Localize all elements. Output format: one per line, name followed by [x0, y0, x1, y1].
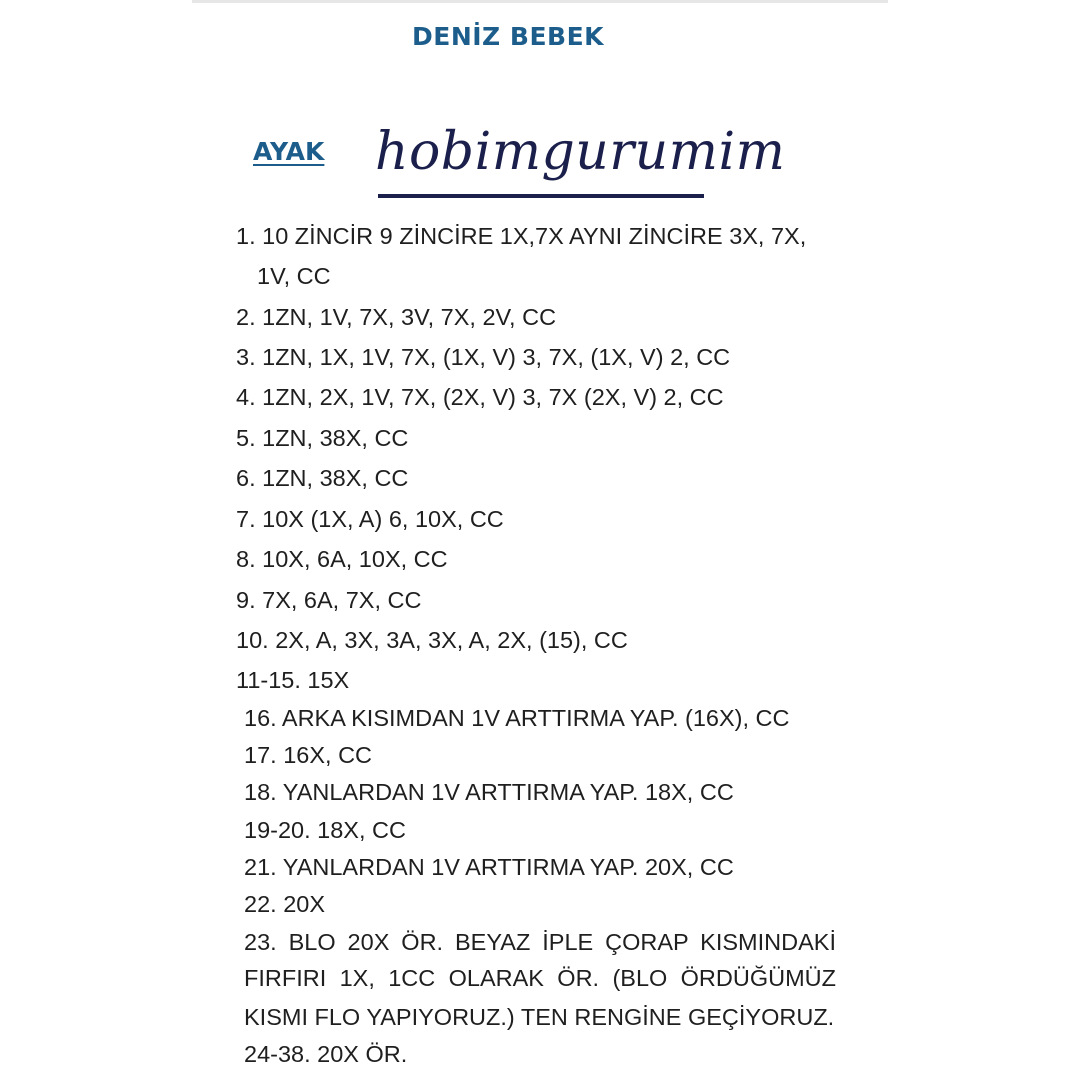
step-line: 4. 1ZN, 2X, 1V, 7X, (2X, V) 3, 7X (2X, V) 2, CC — [236, 384, 724, 410]
step-line: 16. ARKA KISIMDAN 1V ARTTIRMA YAP. (16X), CC — [244, 705, 790, 731]
step-line: KISMI FLO YAPIYORUZ.) TEN RENGİNE GEÇİYORUZ. — [244, 1004, 835, 1030]
step-line: 18. YANLARDAN 1V ARTTIRMA YAP. 18X, CC — [244, 779, 734, 805]
step-line: 1V, CC — [257, 263, 331, 289]
step-line: 7. 10X (1X, A) 6, 10X, CC — [236, 506, 504, 532]
step-line: 17. 16X, CC — [244, 742, 373, 768]
step-line: 5. 1ZN, 38X, CC — [236, 425, 409, 451]
step-line: 3. 1ZN, 1X, 1V, 7X, (1X, V) 3, 7X, (1X, V) 2, CC — [236, 344, 731, 370]
step-line: 22. 20X — [244, 891, 326, 917]
step-line: 24-38. 20X ÖR. — [244, 1041, 408, 1067]
step-line: FIRFIRI 1X, 1CC OLARAK ÖR. (BLO ÖRDÜĞÜMÜZ — [244, 965, 836, 991]
step-line: 19-20. 18X, CC — [244, 817, 406, 843]
step-line: 21. YANLARDAN 1V ARTTIRMA YAP. 20X, CC — [244, 854, 734, 880]
step-line: 1. 10 ZİNCİR 9 ZİNCİRE 1X,7X AYNI ZİNCİRE 3X, 7X, — [236, 223, 807, 249]
step-line: 8. 10X, 6A, 10X, CC — [236, 546, 448, 572]
document-title: DENİZ BEBEK — [412, 22, 605, 51]
step-line: 11-15. 15X — [236, 667, 350, 693]
section-label-ayak: AYAK — [253, 137, 325, 166]
step-line: 23. BLO 20X ÖR. BEYAZ İPLE ÇORAP KISMINDAKİ — [244, 929, 836, 955]
brand-watermark: hobimgurumim — [375, 122, 786, 182]
step-line: 6. 1ZN, 38X, CC — [236, 465, 409, 491]
step-line: 2. 1ZN, 1V, 7X, 3V, 7X, 2V, CC — [236, 304, 557, 330]
step-line: 10. 2X, A, 3X, 3A, 3X, A, 2X, (15), CC — [236, 627, 628, 653]
step-line: 9. 7X, 6A, 7X, CC — [236, 587, 422, 613]
